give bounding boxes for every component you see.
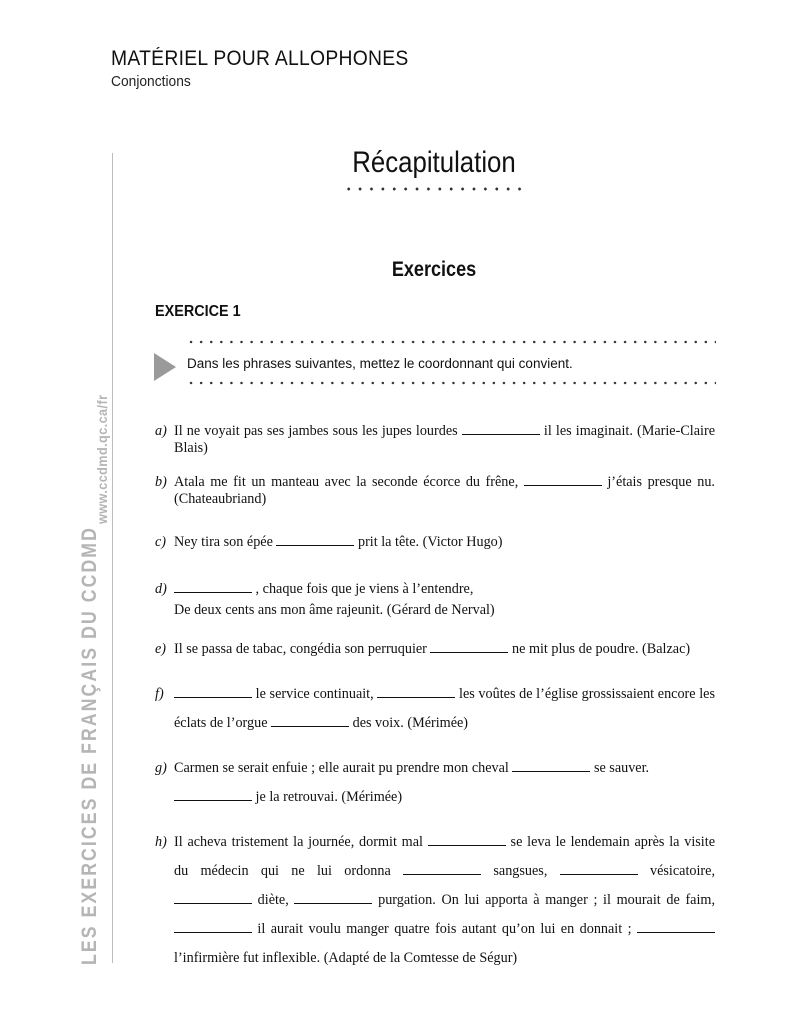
item-text: diète, — [252, 892, 295, 908]
item-letter: a) — [155, 423, 167, 439]
sidebar-url: www.ccdmd.qc.ca/fr — [94, 394, 110, 524]
exercise-item-c — [155, 534, 715, 551]
item-text: se sauver. — [590, 760, 650, 776]
item-text: Atala me fit un manteau avec la seconde écorce du frêne, — [174, 474, 524, 490]
answer-blank[interactable] — [512, 760, 590, 772]
item-text: sangsues, — [481, 863, 560, 879]
item-text: purgation. On lui apporta à manger ; il mourait de faim, — [372, 892, 715, 908]
item-text: il les imaginait. (Marie-Claire Blais) — [174, 423, 715, 456]
item-text: Carmen se serait enfuie ; elle aurait pu prendre mon cheval — [174, 760, 513, 776]
answer-blank[interactable] — [271, 715, 349, 727]
answer-blank[interactable] — [174, 921, 252, 933]
item-letter: e) — [155, 641, 167, 657]
item-text: Ney tira son épée — [174, 534, 277, 550]
instruction-arrow-icon — [154, 353, 176, 381]
page-title: Récapitulation — [352, 146, 516, 179]
answer-blank[interactable] — [276, 534, 354, 546]
item-text: De deux cents ans mon âme rajeunit. (Gérard de Nerval) — [174, 602, 495, 618]
answer-blank[interactable] — [430, 641, 508, 653]
document-header-title: MATÉRIEL POUR ALLOPHONES — [111, 47, 409, 70]
answer-blank[interactable] — [560, 863, 638, 875]
answer-blank[interactable] — [174, 892, 252, 904]
answer-blank[interactable] — [637, 921, 715, 933]
answer-blank[interactable] — [377, 686, 455, 698]
exercise-item-a — [155, 423, 715, 457]
exercise-item-d — [155, 579, 715, 621]
answer-blank[interactable] — [174, 686, 252, 698]
answer-blank[interactable] — [174, 581, 252, 593]
item-text: l’infirmière fut inflexible. (Adapté de la Comtesse de Ségur) — [174, 950, 518, 966]
sidebar-series-title: LES EXERCICES DE FRANÇAIS DU CCDMD — [78, 526, 101, 965]
sidebar-vertical-banner — [78, 365, 118, 965]
exercise-item-e — [155, 641, 715, 658]
title-dotted-underline — [343, 184, 525, 194]
item-text: prit la tête. (Victor Hugo) — [354, 534, 503, 550]
section-title: Exercices — [391, 258, 477, 281]
document-header-subtitle: Conjonctions — [111, 73, 191, 90]
item-text: Il se passa de tabac, congédia son perruquier — [174, 641, 431, 657]
answer-blank[interactable] — [428, 834, 506, 846]
item-text: le service continuait, — [252, 686, 378, 702]
item-letter: g) — [155, 760, 167, 776]
item-text: , chaque fois que je viens à l’entendre, — [252, 581, 474, 597]
exercise-item-g — [155, 754, 715, 812]
item-text: il aurait voulu manger quatre fois autant qu’on lui en donnait ; — [252, 921, 637, 937]
item-text: ne mit plus de poudre. (Balzac) — [508, 641, 691, 657]
item-text: se leva le lendemain après la visite du médecin qui ne lui ordonna — [174, 834, 715, 879]
item-letter: c) — [155, 534, 167, 550]
exercise-item-b — [155, 474, 715, 508]
answer-blank[interactable] — [294, 892, 372, 904]
item-text: Il acheva tristement la journée, dormit mal — [174, 834, 428, 850]
answer-blank[interactable] — [524, 474, 602, 486]
answer-blank[interactable] — [174, 789, 252, 801]
item-text: je la retrouvai. (Mérimée) — [252, 789, 403, 805]
item-letter: f) — [155, 686, 164, 702]
answer-blank[interactable] — [403, 863, 481, 875]
item-text: j’étais presque nu. (Chateaubriand) — [174, 474, 715, 507]
exercise-item-h — [155, 828, 715, 973]
answer-blank[interactable] — [462, 423, 540, 435]
item-text: vésicatoire, — [637, 863, 715, 879]
item-text: les voûtes de l’église grossissaient encore les éclats de l’orgue — [174, 686, 715, 731]
item-text: Il ne voyait pas ses jambes sous les jupes lourdes — [174, 423, 462, 439]
item-letter: b) — [155, 474, 167, 490]
item-letter: d) — [155, 581, 167, 597]
item-letter: h) — [155, 834, 167, 850]
exercise-instruction: Dans les phrases suivantes, mettez le coordonnant qui convient. — [187, 356, 573, 371]
exercise-label: EXERCICE 1 — [155, 303, 241, 320]
exercise-item-f — [155, 680, 715, 738]
item-text: des voix. (Mérimée) — [349, 715, 469, 731]
instruction-top-dotted-rule — [186, 338, 716, 346]
instruction-bottom-dotted-rule — [186, 379, 716, 387]
